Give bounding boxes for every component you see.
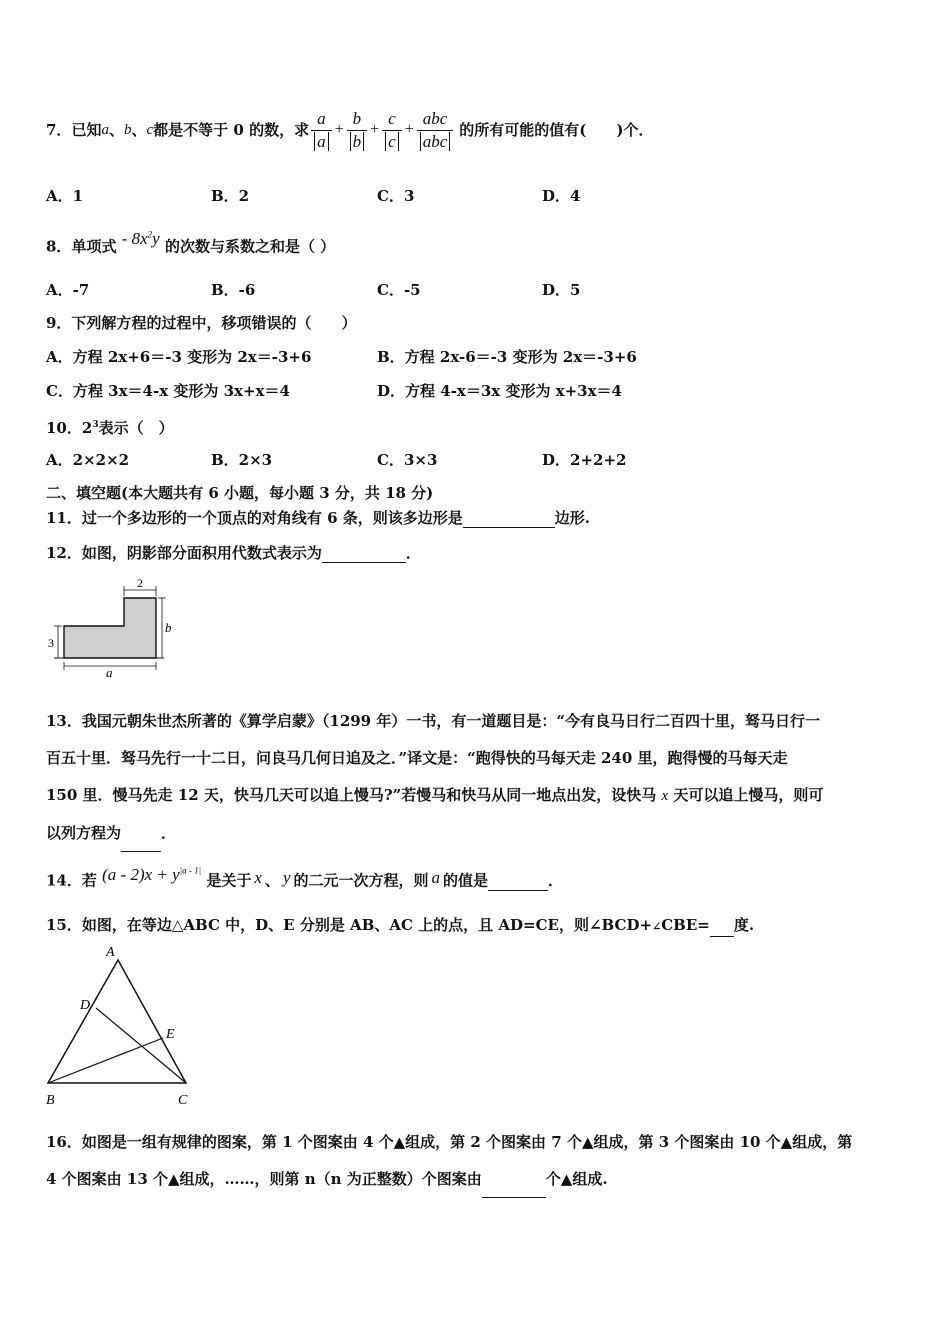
- segment-be: [48, 1038, 163, 1083]
- question-12: 12．如图，阴影部分面积用代数式表示为 ．: [46, 544, 421, 562]
- segment-cd: [96, 1008, 186, 1083]
- q9-option-a: A．方程 2x+6＝-3 变形为 2x＝-3+6: [46, 348, 312, 366]
- vertex-a: A: [106, 945, 115, 960]
- question-15: 15．如图，在等边△ABC 中，D、E 分别是 AB、AC 上的点，且 AD=CE，则∠BCD+∠CBE= 度.: [46, 915, 754, 937]
- monomial-expr: - $8x^2y$: [121, 228, 160, 248]
- q16-answer-blank: [482, 1181, 546, 1198]
- q7-number: 7．: [46, 121, 72, 139]
- q7-option-c: C．3: [377, 187, 415, 205]
- q8-option-a: A．-7: [46, 281, 90, 299]
- question-9: 9．下列解方程的过程中，移项错误的（ ）: [46, 314, 357, 332]
- question-8: 8．单项式 - $8x^2y$ 的次数与系数之和是（ ）: [46, 228, 336, 256]
- q9-option-b: B．方程 2x-6＝-3 变形为 2x＝-3+6: [377, 348, 637, 366]
- question-14: 14．若 $(a - 2)x + y^{|a - 1|}$ 是关于 x 、 y 的二元一次方程，则 a 的值是 ．: [46, 864, 564, 890]
- vertex-e: E: [166, 1027, 175, 1042]
- q14-answer-blank: [488, 874, 548, 891]
- fraction-c: $\frac{c}{c}$: [382, 108, 402, 153]
- q11-answer-blank: [463, 511, 555, 528]
- equation-expr: $(a - 2)x + y^{|a - 1|}$: [102, 864, 202, 884]
- question-13: 13．我国元朝朱世杰所著的《算学启蒙》（1299 年）一书，有一道题目是：“今有良马日行二百四十里，驽马日行一 百五十里．驽马先行一十二日，问良马几何日追及之．”译文是：“跑得快的马每天走 240 里，跑得慢的马每天走 150 里．慢马先走 12 天，快马几天可以追上慢马?”若慢马和快马从同一地点出发，设快马 x 天可以追上慢马，则可 以列方程为 ．: [46, 703, 908, 852]
- q9-option-c: C．方程 3x＝4-x 变形为 3x+x＝4: [46, 382, 290, 400]
- question-10: 10．$2^3$表示（ ）: [46, 419, 174, 437]
- q8-option-b: B．-6: [211, 281, 256, 299]
- question-7: 7． 已知 a 、 b 、 c 都是不等于 0 的数，求 $\frac{a}{a}$ + $\frac{b}{b}$ + $\frac{c}{c}$ + $\frac{\text{abc}}{\text{abc}}$ 的所有可能的值有( )个．: [46, 108, 654, 151]
- q13-answer-blank: [121, 835, 161, 852]
- fig-label-bottom: a: [106, 665, 113, 680]
- q12-answer-blank: [322, 546, 406, 563]
- q10-option-a: A．2×2×2: [46, 451, 130, 469]
- fig-label-right: b: [165, 620, 172, 635]
- shaded-region: [64, 598, 156, 658]
- q15-answer-blank: [710, 920, 734, 937]
- q7-option-a: A．1: [46, 187, 84, 205]
- q8-option-c: C．-5: [377, 281, 421, 299]
- q10-option-b: B．2×3: [211, 451, 273, 469]
- fraction-a: $\frac{a}{a}$: [311, 108, 332, 153]
- q7-option-b: B．2: [211, 187, 250, 205]
- question-11: 11．过一个多边形的一个顶点的对角线有 6 条，则该多边形是 边形.: [46, 509, 590, 527]
- q10-option-d: D．2+2+2: [542, 451, 627, 469]
- q8-option-d: D．5: [542, 281, 581, 299]
- section-2-title: 二、填空题(本大题共有 6 小题，每小题 3 分，共 18 分): [46, 484, 434, 502]
- q10-option-c: C．3×3: [377, 451, 438, 469]
- fig-label-top: 2: [137, 576, 143, 590]
- q9-option-d: D．方程 4-x＝3x 变形为 x+3x＝4: [377, 382, 622, 400]
- q15-triangle-figure: [40, 940, 200, 1112]
- fraction-abc: $\frac{\text{abc}}{\text{abc}}$: [417, 108, 454, 153]
- q7-option-d: D．4: [542, 187, 581, 205]
- fig-label-left: 3: [48, 636, 54, 650]
- vertex-b: B: [46, 1093, 55, 1108]
- vertex-c: C: [178, 1093, 188, 1108]
- fraction-b: $\frac{b}{b}$: [347, 108, 368, 153]
- q12-figure: [46, 574, 186, 680]
- vertex-d: D: [80, 998, 91, 1013]
- question-16: 16．如图是一组有规律的图案，第 1 个图案由 4 个▲组成，第 2 个图案由 7 个▲组成，第 3 个图案由 10 个▲组成，第 4 个图案由 13 个▲组成，……，则第 n（n 为正整数）个图案由 个▲组成.: [46, 1124, 908, 1198]
